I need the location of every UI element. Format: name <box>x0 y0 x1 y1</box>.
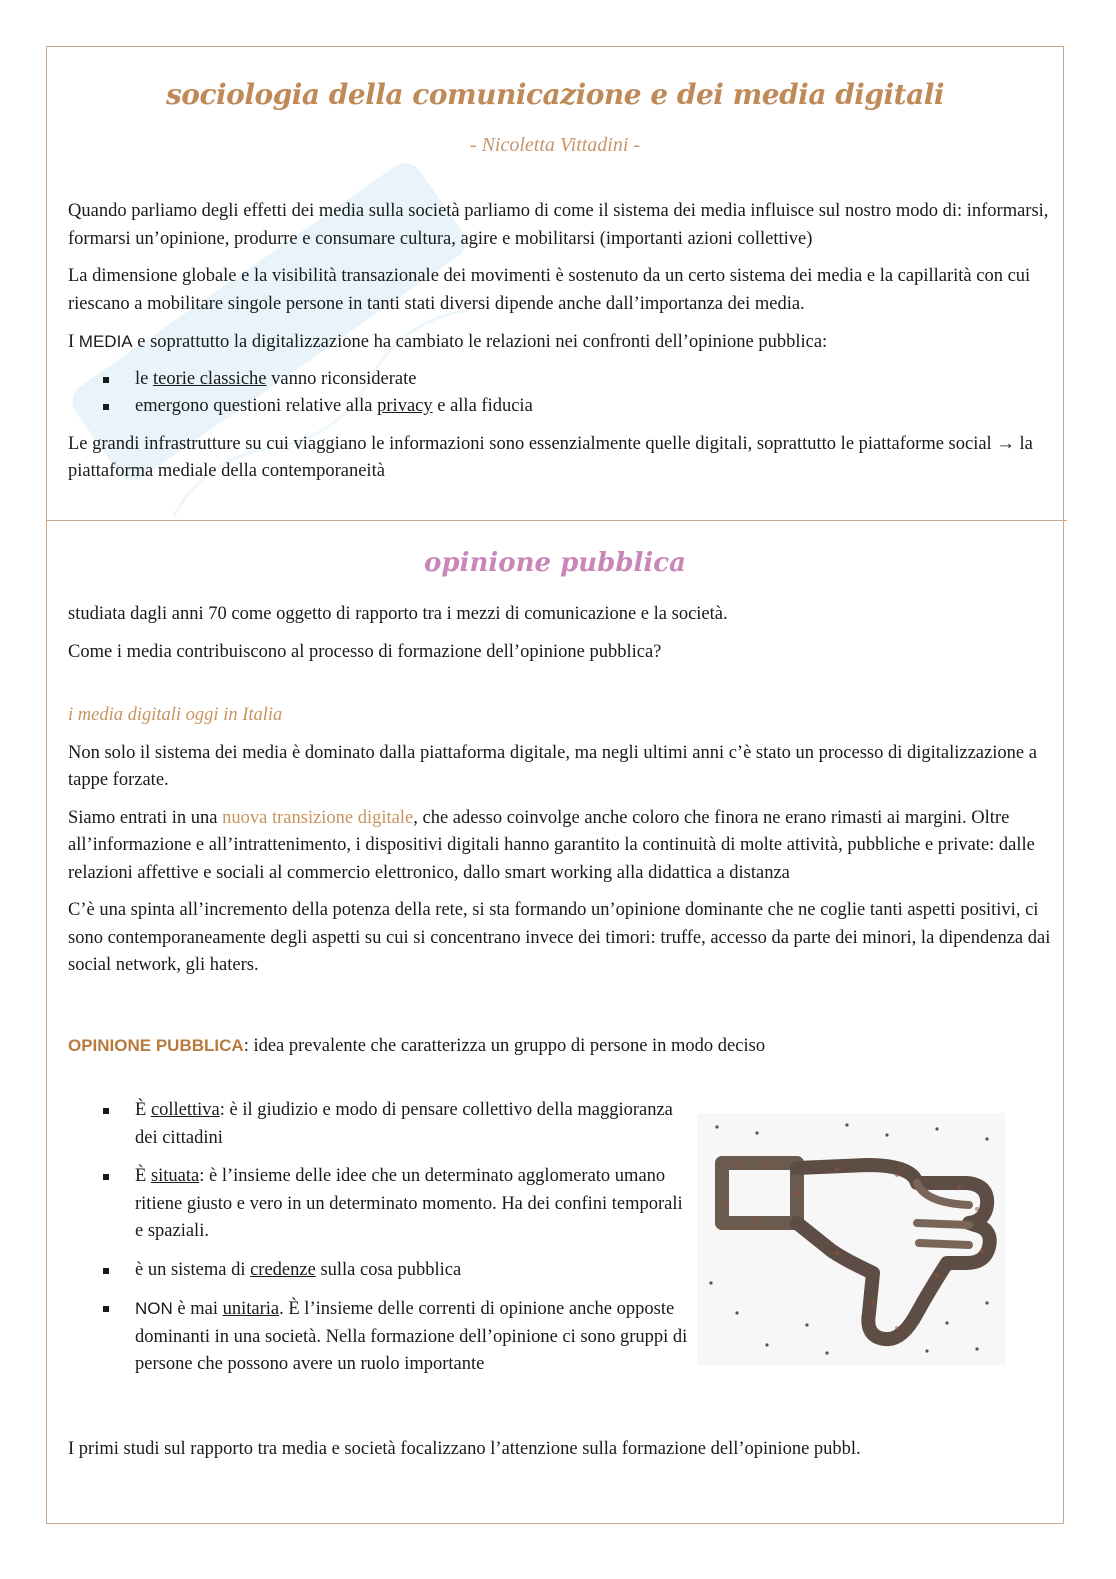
section-divider <box>46 520 1067 521</box>
closing-paragraph: I primi studi sul rapporto tra media e società focalizzano l’attenzione sulla formazione dell’opinione pubbl. <box>68 1439 861 1459</box>
b4-non: NON <box>135 1299 173 1318</box>
document-title: sociologia della comunicazione e dei media digitali <box>166 78 944 111</box>
p4-post: , che adesso coinvolge anche coloro che finora ne erano rimasti ai margini. Oltre all’informazione e all’intrattenimento, i dispositivi digitali hanno garantito la continuità di molte attività, pubbliche e private: dalle relazioni affettive e sociali al commercio elettronico, dallo smart working alla didattica a distanza <box>68 807 1035 883</box>
section-paragraph-3: Non solo il sistema dei media è dominato dalla piattaforma digitale, ma negli ultimi anni c’è stato un processo di digitalizzazione a tappe forzate. <box>68 742 1037 790</box>
section-paragraph-2: Come i media contribuiscono al processo di formazione dell’opinione pubblica? <box>68 641 662 662</box>
p3-media: MEDIA <box>78 332 133 351</box>
definition-bullets-block <box>68 1097 688 1379</box>
bullet2-underlined: privacy <box>377 396 433 416</box>
intro-block <box>68 198 1053 486</box>
definition-text: : idea prevalente che caratterizza un gruppo di persone in modo deciso <box>243 1035 766 1056</box>
b3-pre: è un sistema di <box>135 1259 251 1280</box>
intro-paragraph-4: Le grandi infrastrutture su cui viaggiano le informazioni sono essenzialmente quelle digitali, soprattutto le piattaforme social → la piattaforma mediale della contemporaneità <box>68 433 1033 481</box>
thumbs-down-crowd-image <box>697 1113 1005 1365</box>
intro-bullets <box>68 366 1053 421</box>
b1-post: : è il giudizio e modo di pensare collettivo della maggioranza dei cittadini <box>135 1100 673 1148</box>
section-paragraph-4 <box>68 805 1053 888</box>
b2-pre: È <box>135 1166 151 1186</box>
b4-pre: è mai <box>172 1299 223 1319</box>
bullet2-post: e alla fiducia <box>432 396 533 416</box>
bullet2-pre: emergono questioni relative alla <box>135 396 378 416</box>
b2-underlined: situata <box>150 1166 200 1186</box>
definition-bullet-2 <box>68 1163 688 1246</box>
intro-paragraph-1: Quando parliamo degli effetti dei media sulla società parliamo di come il sistema dei media influisce sul nostro modo di: informarsi, formarsi un’opinione, produrre e consumare cultura, agire e mobilitarsi (importanti azioni collettive) <box>68 201 1049 249</box>
intro-paragraph-3 <box>68 328 1053 357</box>
b4-post: . È l’insieme delle correnti di opinione anche opposte dominanti in una società. Nella formazione dell’opinione ci sono gruppi di persone che possono avere un ruolo importante <box>135 1299 688 1374</box>
document-author: - Nicoletta Vittadini - <box>469 134 641 156</box>
definition-bullet-3 <box>68 1257 688 1285</box>
definition-bullets <box>68 1097 688 1379</box>
bullet1-pre: le <box>135 368 153 389</box>
bullet1-post: vanno riconsiderate <box>266 368 417 389</box>
definition-bullet-4 <box>68 1295 688 1379</box>
definition-bullet-1 <box>68 1097 688 1152</box>
b1-pre: È <box>135 1100 151 1120</box>
b2-post: : è l’insieme delle idee che un determinato agglomerato umano ritiene giusto e vero in un determinato momento. Ha dei confini temporali e spaziali. <box>135 1166 683 1241</box>
p3-prefix: I <box>68 332 79 352</box>
definition-line <box>68 1032 1053 1061</box>
p3-rest: e soprattutto la digitalizzazione ha cambiato le relazioni nei confronti dell’opinione pubblica: <box>132 332 828 352</box>
intro-bullet-1 <box>68 366 1053 394</box>
b1-underlined: collettiva <box>150 1100 220 1120</box>
p4-accent: nuova transizione digitale <box>222 807 414 828</box>
b4-underlined: unitaria <box>222 1299 280 1319</box>
closing-block <box>68 1436 1053 1464</box>
section-subheading: i media digitali oggi in Italia <box>68 705 283 725</box>
p4-pre: Siamo entrati in una <box>68 807 223 828</box>
intro-bullet-2 <box>68 393 1053 421</box>
bullet1-underlined: teorie classiche <box>152 368 267 389</box>
section-paragraph-1: studiata dagli anni 70 come oggetto di rapporto tra i mezzi di comunicazione e la società. <box>68 604 728 624</box>
section-body <box>68 601 1053 1060</box>
section-title: opinione pubblica <box>424 548 686 578</box>
section-paragraph-5: C’è una spinta all’incremento della potenza della rete, si sta formando un’opinione dominante che ne coglie tanti aspetti positivi, ci sono contemporaneamente degli aspetti su cui si concentrano invece dei timori: truffe, accesso da parte dei minori, la dipendenza dai social network, gli haters. <box>68 900 1051 975</box>
intro-paragraph-2: La dimensione globale e la visibilità transazionale dei movimenti è sostenuto da un certo sistema dei media e la capillarità con cui riescano a mobilitare singole persone in tanti stati diversi dipende anche dall’importanza dei media. <box>68 266 1031 314</box>
b3-post: sulla cosa pubblica <box>315 1259 462 1280</box>
definition-label: OPINIONE PUBBLICA <box>68 1035 244 1055</box>
b3-underlined: credenze <box>250 1259 316 1280</box>
